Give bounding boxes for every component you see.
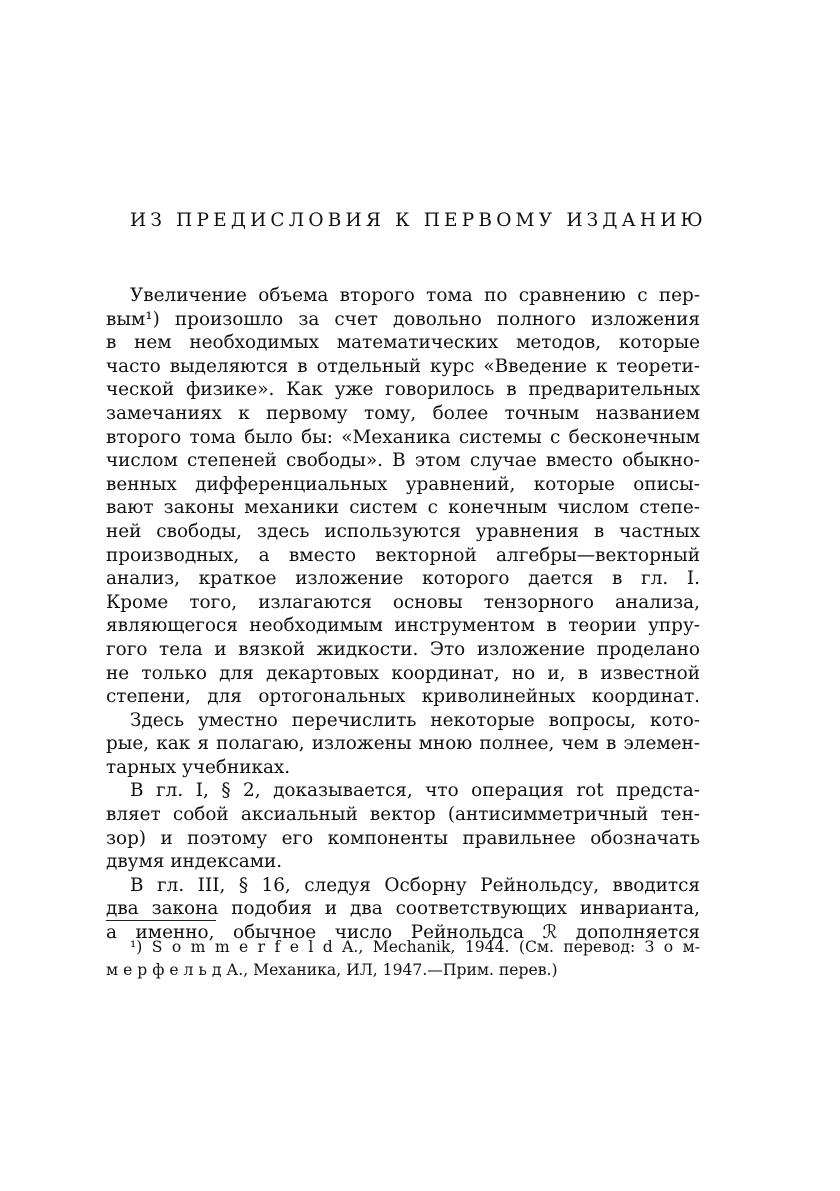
text-line: замечаниях к первому тому, более точным названием bbox=[106, 402, 700, 424]
text-line: степени, для ортогональных криволинейных координат. bbox=[106, 686, 700, 708]
text-line: В гл. III, § 16, следуя Осборну Рейнольдсу, вводится bbox=[130, 874, 700, 896]
text-line: два закона подобия и два соответствующих инварианта, bbox=[106, 898, 700, 920]
text-line: Здесь уместно перечислить некоторые вопросы, кото- bbox=[130, 709, 700, 731]
footnote-divider bbox=[106, 920, 216, 921]
text-line: В гл. I, § 2, доказывается, что операция rot предста- bbox=[130, 780, 700, 802]
text-line: часто выделяются в отдельный курс «Введение к теорети- bbox=[106, 355, 700, 377]
footnote-line: м е р ф е л ь д А., Механика, ИЛ, 1947.—Прим. перев.) bbox=[106, 961, 558, 979]
text-line: тарных учебниках. bbox=[106, 756, 291, 778]
text-line: не только для декартовых координат, но и, в известной bbox=[106, 662, 700, 684]
text-line: вают законы механики систем с конечным числом степе- bbox=[106, 497, 700, 519]
text-line: являющегося необходимым инструментом в теории упру- bbox=[106, 615, 700, 637]
text-line: вым¹) произошло за счет довольно полного изложения bbox=[106, 308, 700, 330]
text-line: ней свободы, здесь используются уравнения в частных bbox=[106, 520, 700, 542]
text-line: рые, как я полагаю, изложены мною полнее, чем в элемен- bbox=[106, 733, 700, 755]
text-line: вляет собой аксиальный вектор (антисимметричный тен- bbox=[106, 804, 700, 826]
text-line: производных, а вместо векторной алгебры—векторный bbox=[106, 544, 700, 566]
text-line: второго тома было бы: «Механика системы с бесконечным bbox=[106, 426, 700, 448]
text-line: зор) и поэтому его компоненты правильнее обозначать bbox=[106, 827, 700, 849]
text-line: двумя индексами. bbox=[106, 851, 283, 873]
footnote-line: ¹) S o m m e r f e l d A., Mechanik, 1944. (См. перевод: З о м- bbox=[130, 938, 700, 956]
text-line: числом степеней свободы». В этом случае вместо обыкно- bbox=[106, 450, 700, 472]
text-line: Кроме того, излагаются основы тензорного анализа, bbox=[106, 591, 700, 613]
text-line: ческой физике». Как уже говорилось в предварительных bbox=[106, 379, 700, 401]
section-heading: ИЗ ПРЕДИСЛОВИЯ К ПЕРВОМУ ИЗДАНИЮ bbox=[130, 210, 707, 231]
text-line: анализ, краткое изложение которого дается в гл. I. bbox=[106, 568, 700, 590]
text-line: а именно, обычное число Рейнольдса ℛ дополняется bbox=[106, 922, 700, 944]
text-line: гого тела и вязкой жидкости. Это изложение проделано bbox=[106, 638, 700, 660]
text-line: в нем необходимых математических методов, которые bbox=[106, 332, 700, 354]
text-line: венных дифференциальных уравнений, которые описы- bbox=[106, 473, 700, 495]
footnote bbox=[106, 936, 700, 982]
text-line: Увеличение объема второго тома по сравнению с пер- bbox=[130, 285, 700, 306]
main-text bbox=[106, 284, 700, 945]
